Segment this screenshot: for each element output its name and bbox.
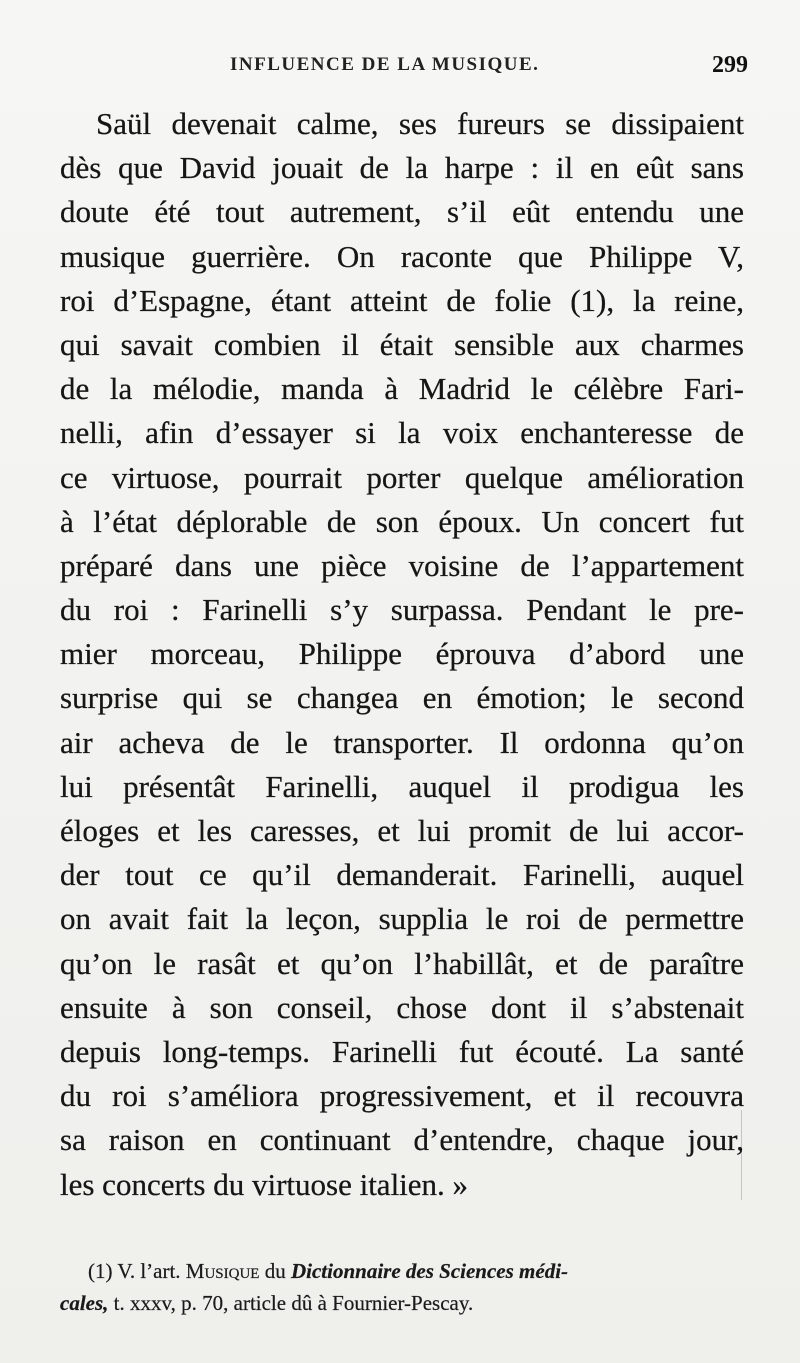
text-line: musique guerrière. On raconte que Philippe V, — [60, 238, 744, 274]
footnote-du: du — [264, 1259, 286, 1283]
text-line: préparé dans une pièce voisine de l’appartement — [60, 547, 744, 583]
text-line: roi d’Espagne, étant atteint de folie (1), la reine, — [60, 282, 744, 318]
text-line: sa raison en continuant d’entendre, chaque jour, — [60, 1122, 744, 1158]
text-line: à l’état déplorable de son époux. Un concert fut — [60, 503, 744, 539]
text-line: du roi s’améliora progressivement, et il recouvra — [60, 1078, 744, 1114]
footnote-work-title-cont: cales, — [60, 1291, 109, 1315]
text-line: qu’on le rasât et qu’on l’habillât, et de paraître — [60, 945, 744, 981]
text-line: dès que David jouait de la harpe : il en eût sans — [60, 150, 744, 186]
footnote-reference: t. xxxv, p. 70, article dû à Fournier-Pescay. — [113, 1291, 474, 1315]
text-line: lui présentât Farinelli, auquel il prodigua les — [60, 768, 744, 804]
page-number: 299 — [712, 52, 748, 78]
text-line: les concerts du virtuose italien. » — [60, 1166, 469, 1202]
text-line: Saül devenait calme, ses fureurs se dissipaient — [96, 106, 744, 141]
text-line: mier morceau, Philippe éprouva d’abord une — [60, 636, 744, 672]
text-line: ensuite à son conseil, chose dont il s’abstenait — [60, 989, 744, 1025]
text-line: de la mélodie, manda à Madrid le célèbre Fari- — [60, 371, 744, 407]
text-line: depuis long-temps. Farinelli fut écouté. La santé — [60, 1033, 744, 1069]
text-line: air acheva de le transporter. Il ordonna qu’on — [60, 724, 744, 760]
text-line: surprise qui se changea en émotion; le second — [60, 680, 744, 716]
text-line: doute été tout autrement, s’il eût entendu une — [60, 194, 744, 230]
text-line: nelli, afin d’essayer si la voix enchanteresse de — [60, 415, 744, 451]
text-line: on avait fait la leçon, supplia le roi de permettre — [60, 901, 744, 937]
running-head — [60, 52, 750, 86]
footnote-marker: (1) V. l’art. — [88, 1259, 181, 1283]
footnote-work-title: Dictionnaire des Sciences médi- — [290, 1259, 569, 1283]
text-line: éloges et les caresses, et lui promit de lui accor- — [60, 813, 744, 848]
running-title: INFLUENCE DE LA MUSIQUE. — [230, 54, 540, 75]
text-line: ce virtuose, pourrait porter quelque amélioration — [60, 459, 744, 495]
page-edge-mark — [741, 1110, 742, 1200]
footnote — [60, 1255, 744, 1319]
footnote-line-2 — [60, 1287, 744, 1319]
footnote-line-1 — [60, 1255, 744, 1287]
footnote-article-name: Musique — [185, 1259, 260, 1283]
text-line: qui savait combien il était sensible aux charmes — [60, 326, 744, 362]
text-line: der tout ce qu’il demanderait. Farinelli, auquel — [60, 857, 744, 893]
body-text — [60, 102, 744, 1207]
text-line: du roi : Farinelli s’y surpassa. Pendant le pre- — [60, 592, 744, 628]
